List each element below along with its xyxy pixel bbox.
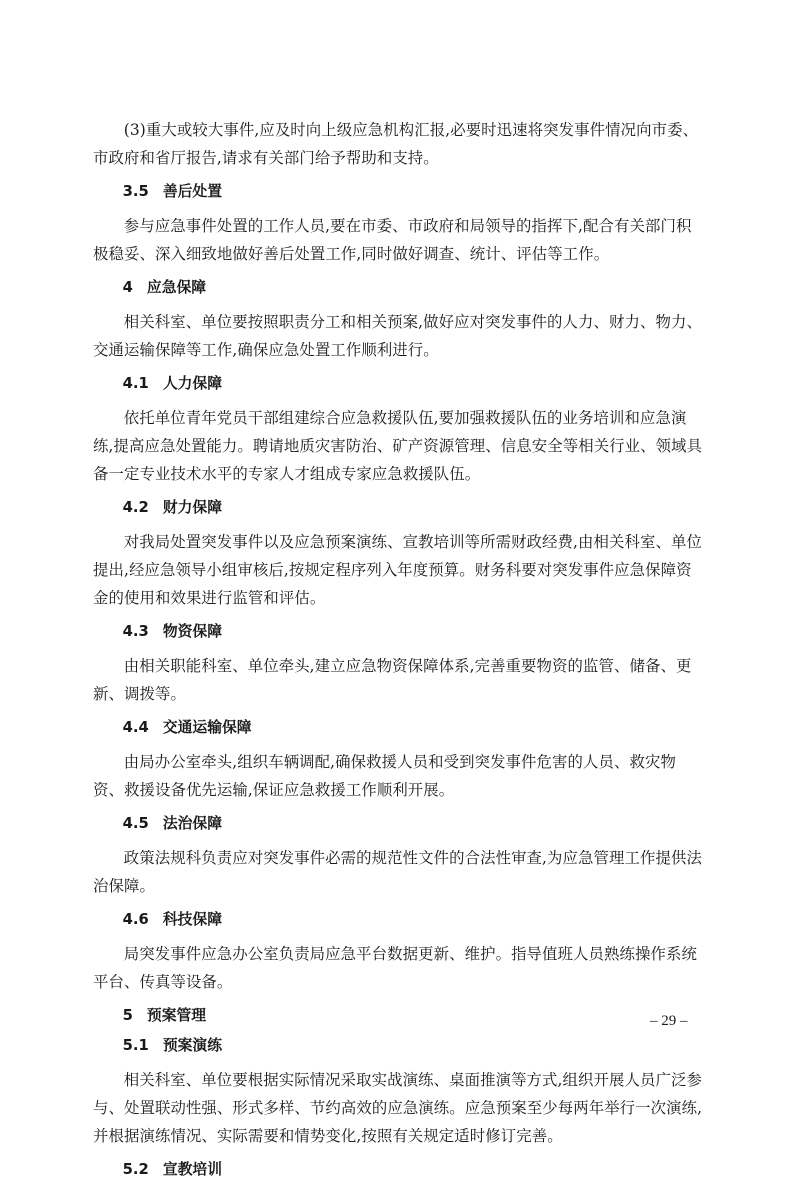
section-heading-5-1 bbox=[93, 1036, 705, 1056]
paragraph: 相关科室、单位要根据实际情况采取实战演练、桌面推演等方式,组织开展人员广泛参与、处置联动性强、形式多样、节约高效的应急演练。应急预案至少每两年举行一次演练,并根据演练情况、实际需要和情势变化,按照有关规定适时修订完善。 bbox=[93, 1071, 703, 1145]
section-title: 人力保障 bbox=[162, 375, 223, 392]
paragraph: 对我局处置突发事件以及应急预案演练、宣教培训等所需财政经费,由相关科室、单位提出,经应急领导小组审核后,按规定程序列入年度预算。财务科要对突发事件应急保障资金的使用和效果进行监管和评估。 bbox=[93, 533, 702, 607]
section-number: 4.4 bbox=[122, 719, 149, 736]
section-number: 4.3 bbox=[122, 623, 149, 640]
section-title: 善后处置 bbox=[162, 183, 223, 200]
page-number: – 29 – bbox=[650, 1013, 688, 1029]
paragraph: 局突发事件应急办公室负责局应急平台数据更新、维护。指导值班人员熟练操作系统平台、传真等设备。 bbox=[93, 945, 697, 991]
section-number: 5 bbox=[122, 1007, 133, 1024]
document-body bbox=[93, 116, 705, 1190]
section-title: 预案管理 bbox=[146, 1007, 207, 1024]
section-title: 宣教培训 bbox=[162, 1161, 223, 1178]
paragraph: 依托单位青年党员干部组建综合应急救援队伍,要加强救援队伍的业务培训和应急演练,提高应急处置能力。聘请地质灾害防治、矿产资源管理、信息安全等相关行业、领域具备一定专业技术水平的专家人才组成专家应急救援队伍。 bbox=[93, 409, 703, 483]
section-title: 物资保障 bbox=[162, 623, 223, 640]
section-heading-4 bbox=[93, 278, 705, 298]
paragraph: 由局办公室牵头,组织车辆调配,确保救援人员和受到突发事件危害的人员、救灾物资、救援设备优先运输,保证应急救援工作顺利开展。 bbox=[93, 753, 676, 799]
paragraph: (3)重大或较大事件,应及时向上级应急机构汇报,必要时迅速将突发事件情况向市委、市政府和省厅报告,请求有关部门给予帮助和支持。 bbox=[93, 121, 699, 167]
section-heading-5 bbox=[93, 1006, 705, 1026]
section-heading-4-3 bbox=[93, 622, 705, 642]
section-heading-4-2 bbox=[93, 498, 705, 518]
section-title: 财力保障 bbox=[162, 499, 223, 516]
section-number: 5.2 bbox=[122, 1161, 149, 1178]
paragraph: 政策法规科负责应对突发事件必需的规范性文件的合法性审查,为应急管理工作提供法治保障。 bbox=[93, 849, 702, 895]
section-title: 交通运输保障 bbox=[162, 719, 252, 736]
section-heading-4-5 bbox=[93, 814, 705, 834]
section-heading-4-1 bbox=[93, 374, 705, 394]
section-number: 4.2 bbox=[122, 499, 149, 516]
section-number: 4.1 bbox=[122, 375, 149, 392]
section-heading-4-4 bbox=[93, 718, 705, 738]
section-title: 法治保障 bbox=[162, 815, 223, 832]
section-title: 应急保障 bbox=[146, 279, 207, 296]
section-number: 4 bbox=[122, 279, 133, 296]
section-number: 3.5 bbox=[122, 183, 149, 200]
section-heading-5-2 bbox=[93, 1160, 705, 1180]
paragraph: 参与应急事件处置的工作人员,要在市委、市政府和局领导的指挥下,配合有关部门积极稳妥、深入细致地做好善后处置工作,同时做好调查、统计、评估等工作。 bbox=[93, 217, 692, 263]
section-title: 预案演练 bbox=[162, 1037, 223, 1054]
paragraph: 由相关职能科室、单位牵头,建立应急物资保障体系,完善重要物资的监管、储备、更新、调拨等。 bbox=[93, 657, 692, 703]
paragraph: 相关科室、单位要按照职责分工和相关预案,做好应对突发事件的人力、财力、物力、交通运输保障等工作,确保应急处置工作顺利进行。 bbox=[93, 313, 702, 359]
section-number: 4.5 bbox=[122, 815, 149, 832]
section-number: 5.1 bbox=[122, 1037, 149, 1054]
section-heading-3-5 bbox=[93, 182, 705, 202]
section-number: 4.6 bbox=[122, 911, 149, 928]
section-heading-4-6 bbox=[93, 910, 705, 930]
section-title: 科技保障 bbox=[162, 911, 223, 928]
